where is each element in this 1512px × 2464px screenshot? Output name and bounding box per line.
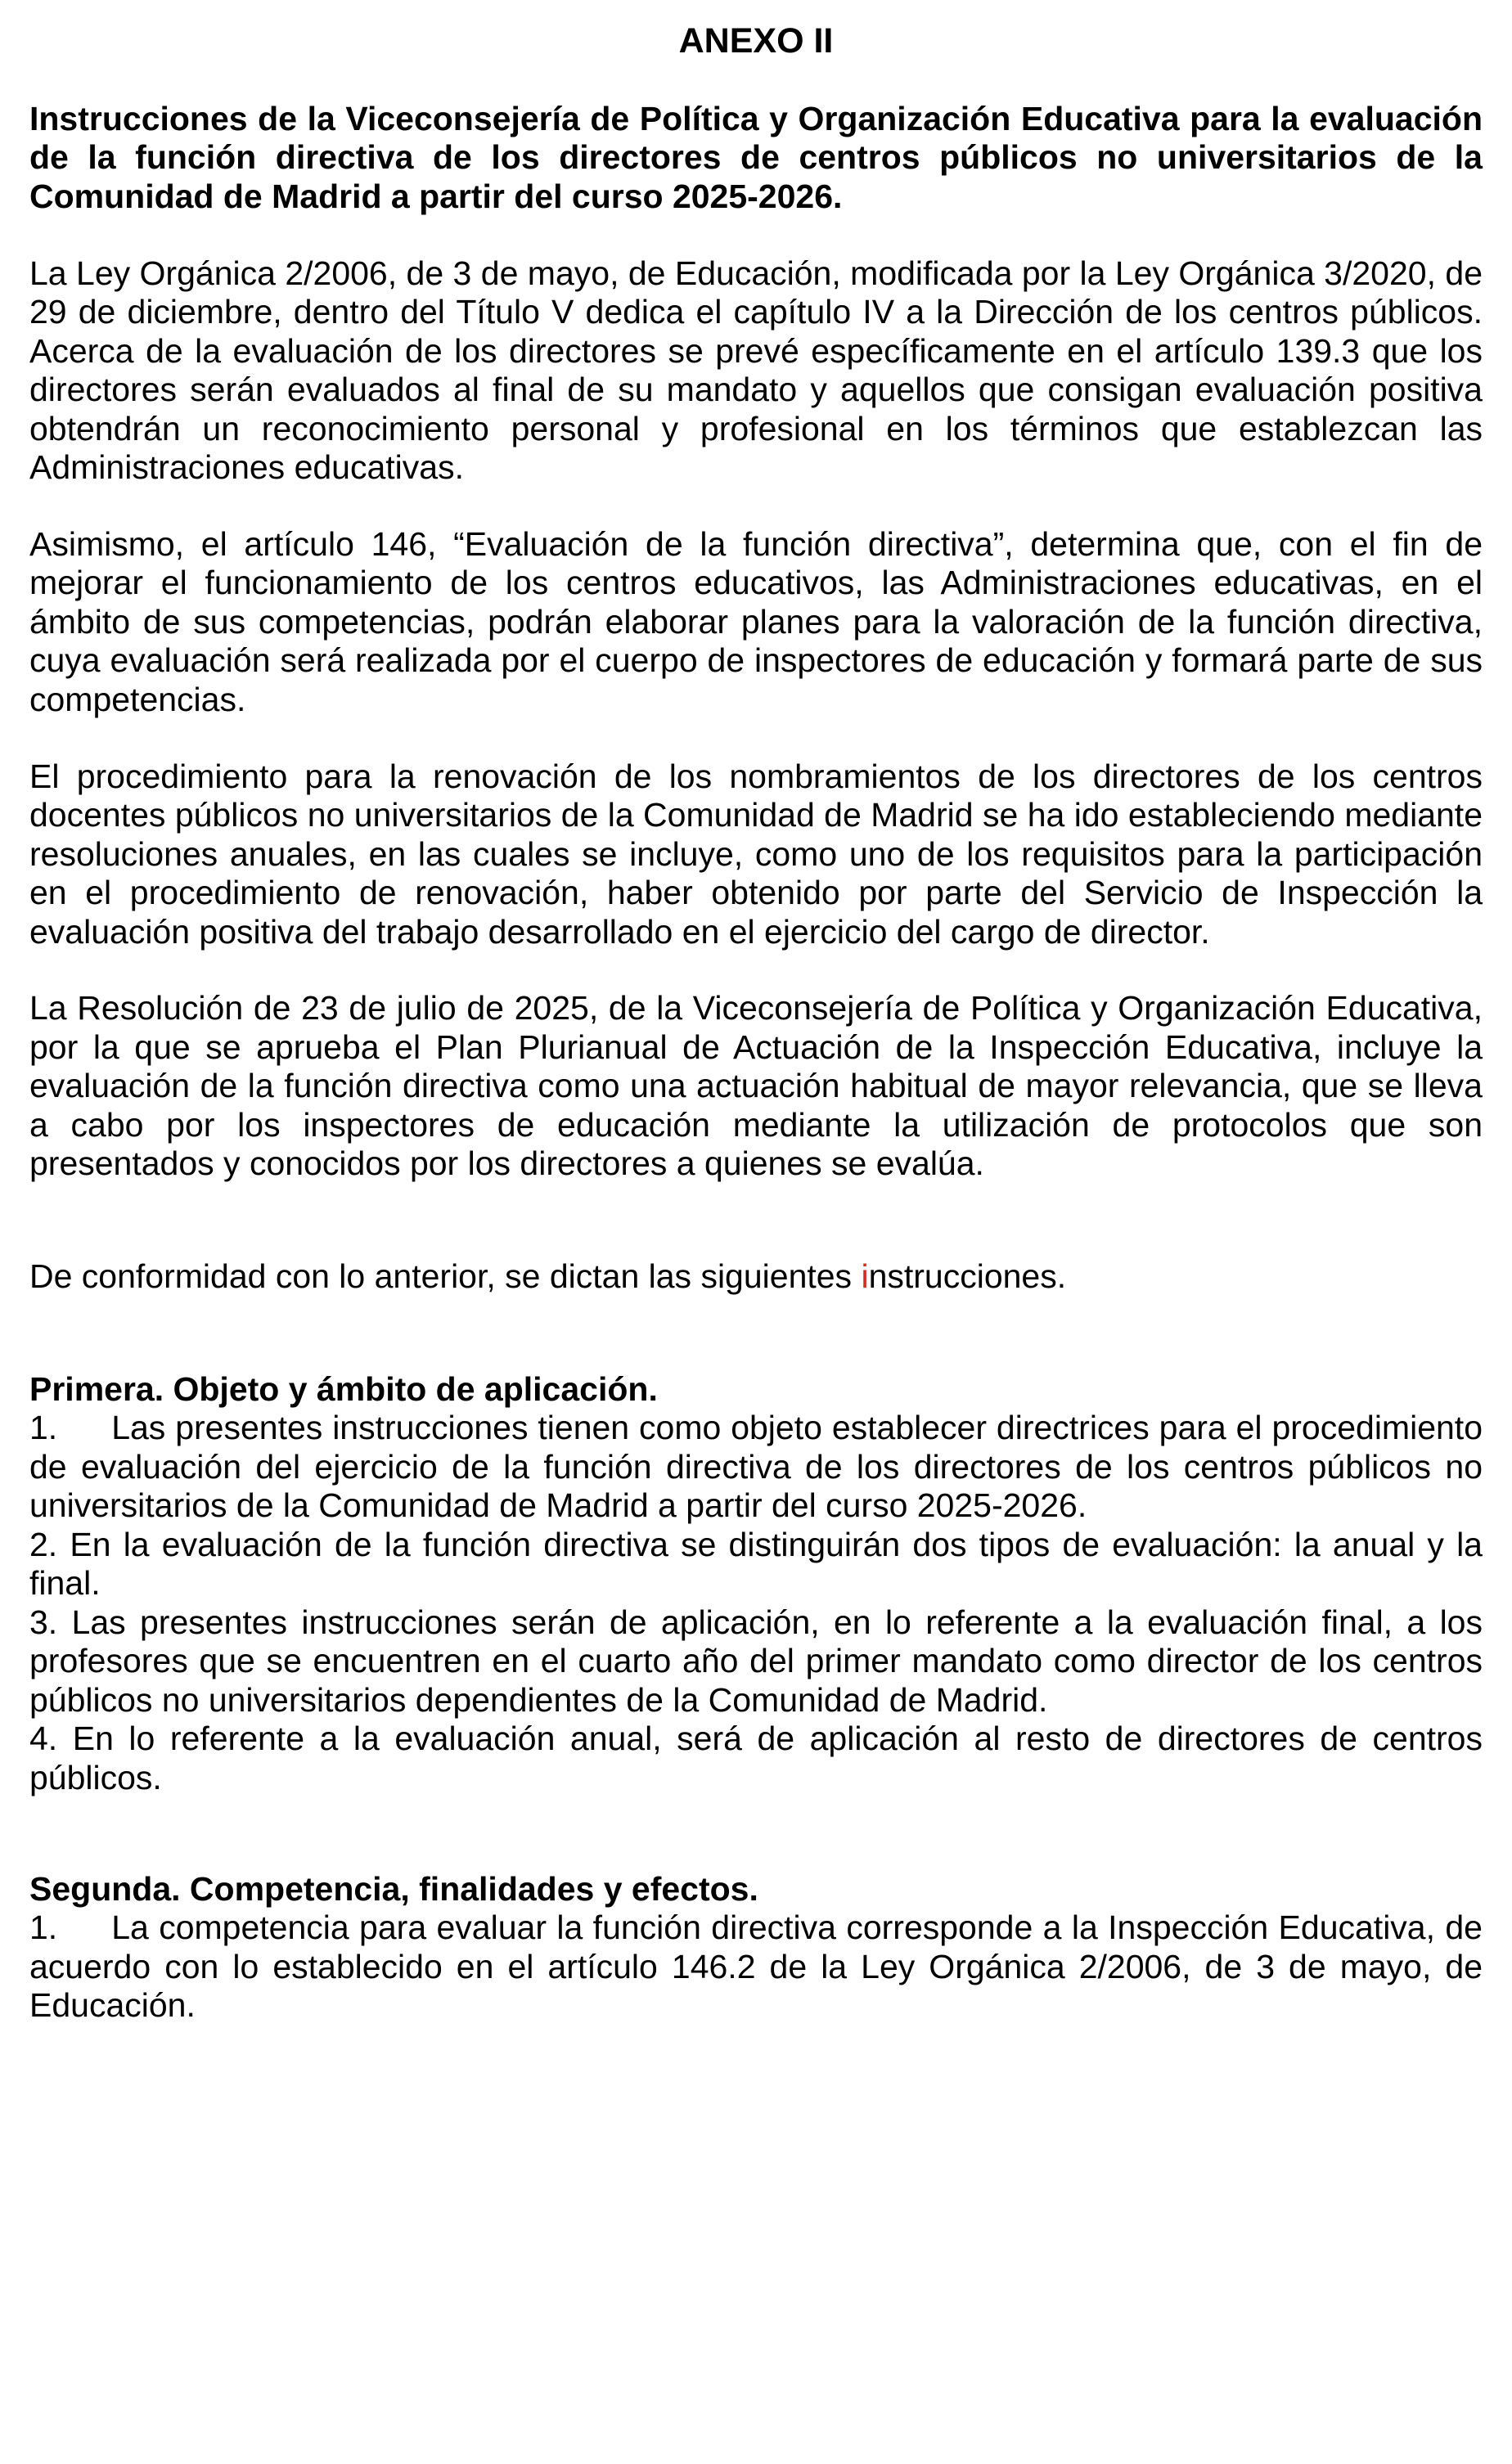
paragraph-ley-organica: La Ley Orgánica 2/2006, de 3 de mayo, de Educación, modificada por la Ley Orgánica 3/2020, de 29 de diciembre, dentro del Título V dedica el capítulo IV a la Dirección de los centros públicos. Acerca de la evaluación de los directores se prevé específicamente en el artículo 139.3 que los directores serán evaluados al final de su mandato y aquellos que consigan evaluación positiva obtendrán un reconocimiento personal y profesional en los términos que establezcan las Administraciones educativas. bbox=[29, 254, 1483, 487]
primera-item-3: 3. Las presentes instrucciones serán de aplicación, en lo referente a la evaluación final, a los profesores que se encuentren en el cuarto año del primer mandato como director de los centros públicos no universitarios dependientes de la Comunidad de Madrid. bbox=[29, 1603, 1483, 1719]
conformidad-text-end: nstrucciones. bbox=[868, 1257, 1067, 1295]
paragraph-articulo-146: Asimismo, el artículo 146, “Evaluación de la función directiva”, determina que, con el fin de mejorar el funcionamiento de los centros educativos, las Administraciones educativas, en el ámbito de sus competencias, podrán elaborar planes para la valoración de la función directiva, cuya evaluación será realizada por el cuerpo de inspectores de educación y formará parte de sus competencias. bbox=[29, 524, 1483, 718]
lead-heading-paragraph: Instrucciones de la Viceconsejería de Política y Organización Educativa para la evaluación de la función directiva de los directores de centros públicos no universitarios de la Comunidad de Madrid a partir del curso 2025-2026. bbox=[29, 99, 1483, 215]
section-heading-segunda: Segunda. Competencia, finalidades y efectos. bbox=[29, 1869, 758, 1908]
item-number: 1. bbox=[29, 1409, 58, 1447]
item-text: Las presentes instrucciones tienen como objeto establecer directrices para el procedimiento de evaluación del ejercicio de la función directiva de los directores de los centros públicos no universitarios de la Comunidad de Madrid a partir del curso 2025-2026. bbox=[29, 1409, 1483, 1525]
item-text: La competencia para evaluar la función directiva corresponde a la Inspección Educativa, de acuerdo con lo establecido en el artículo 146.2 de la Ley Orgánica 2/2006, de 3 de mayo, de Educación. bbox=[29, 1909, 1483, 2025]
conformidad-text-start: De conformidad con lo anterior, se dictan las siguientes bbox=[29, 1257, 862, 1295]
red-letter-i: i bbox=[861, 1257, 869, 1295]
primera-item-1 bbox=[29, 1409, 1483, 1526]
primera-item-4: 4. En lo referente a la evaluación anual, será de aplicación al resto de directores de centros públicos. bbox=[29, 1720, 1483, 1797]
item-number: 1. bbox=[29, 1909, 58, 1947]
segunda-item-1 bbox=[29, 1909, 1483, 2026]
paragraph-conformidad bbox=[29, 1257, 1483, 1297]
section-heading-primera: Primera. Objeto y ámbito de aplicación. bbox=[29, 1369, 658, 1408]
page-title: ANEXO II bbox=[678, 21, 834, 61]
paragraph-resolucion-2025: La Resolución de 23 de julio de 2025, de la Viceconsejería de Política y Organización Educativa, por la que se aprueba el Plan Plurianual de Actuación de la Inspección Educativa, incluye la evaluación de la función directiva como una actuación habitual de mayor relevancia, que se lleva a cabo por los inspectores de educación mediante la utilización de protocolos que son presentados y conocidos por los directores a quienes se evalúa. bbox=[29, 989, 1483, 1183]
primera-item-2: 2. En la evaluación de la función directiva se distinguirán dos tipos de evaluación: la anual y la final. bbox=[29, 1525, 1483, 1603]
paragraph-procedimiento-renovacion: El procedimiento para la renovación de los nombramientos de los directores de los centros docentes públicos no universitarios de la Comunidad de Madrid se ha ido estableciendo mediante resoluciones anuales, en las cuales se incluye, como uno de los requisitos para la participación en el procedimiento de renovación, haber obtenido por parte del Servicio de Inspección la evaluación positiva del trabajo desarrollado en el ejercicio del cargo de director. bbox=[29, 757, 1483, 951]
